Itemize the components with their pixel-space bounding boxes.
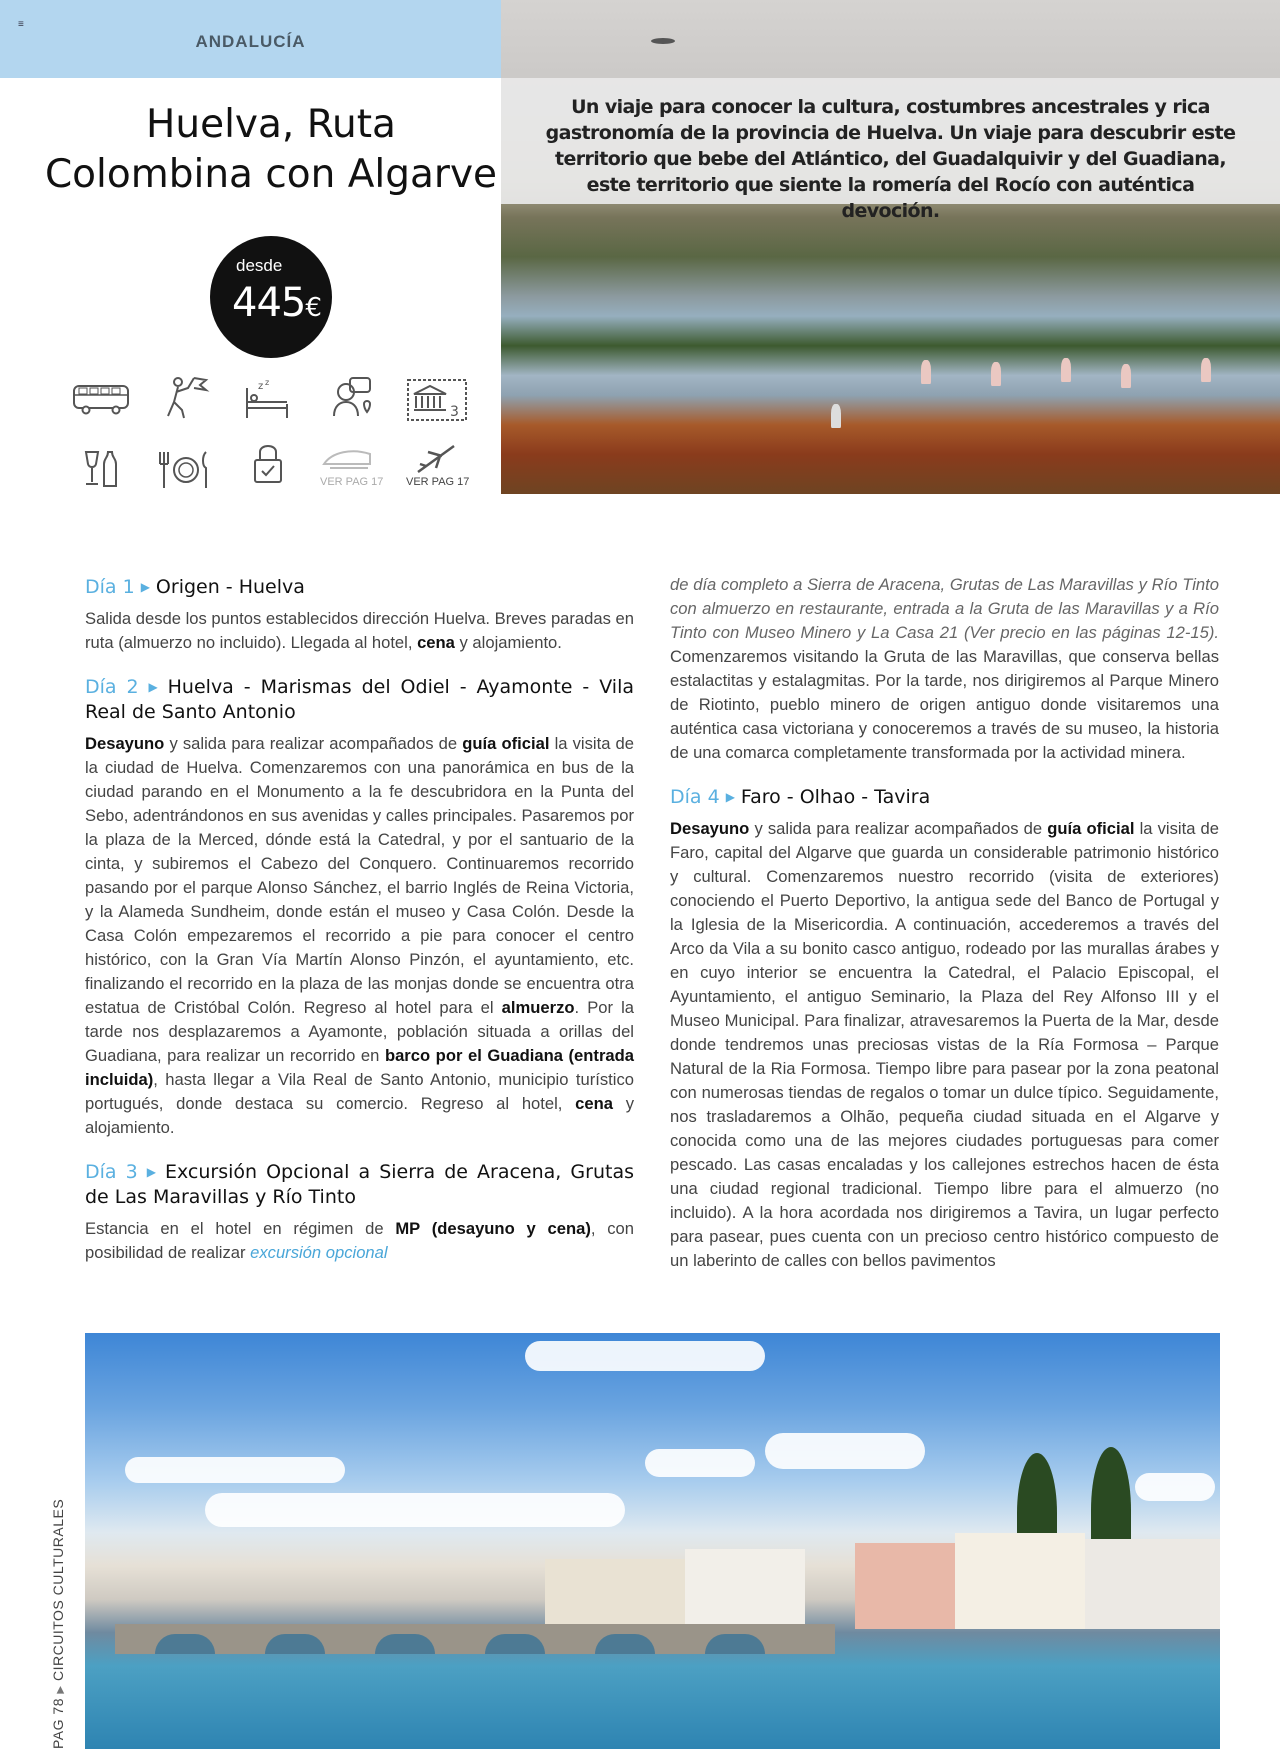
menu-icon: ≡ <box>18 19 24 30</box>
train-caption: VER PAG 17 <box>320 476 384 488</box>
intro-text: Un viaje para conocer la cultura, costumbres ancestrales y rica gastronomía de la provincia de Huelva. Un viaje para descubrir este territorio que bebe del Atlántico, del Guadalquivir y del Guadiana, este territorio que siente la romería del Rocío con auténtica devoción. <box>545 96 1236 222</box>
building <box>1085 1539 1220 1629</box>
section-name: CIRCUITOS CULTURALES <box>50 1498 66 1682</box>
optional-excursion-link[interactable]: excursión opcional <box>250 1243 388 1262</box>
train-icon <box>322 446 372 470</box>
title-line-1: Huelva, Ruta <box>146 102 396 147</box>
day-1-text: Salida desde los puntos establecidos dirección Huelva. Breves paradas en ruta (almuerzo no incluido). Llegada al hotel, cena y alojamiento. <box>85 609 634 652</box>
price-amount: 445 <box>232 280 306 326</box>
hotel-bed-icon <box>244 378 290 420</box>
bridge-arch <box>705 1634 765 1654</box>
guide-icon <box>162 374 210 422</box>
triangle-icon: ▶ <box>55 1685 66 1694</box>
flamingo <box>1201 358 1211 382</box>
day-2-number: Día 2 <box>85 676 139 698</box>
day-1-heading <box>85 575 634 600</box>
bridge-arch <box>375 1634 435 1654</box>
day-4-title: Faro - Olhao - Tavira <box>740 786 931 808</box>
region-label: ANDALUCÍA <box>195 32 306 51</box>
cloud <box>645 1449 755 1477</box>
day-4-text: Desayuno y salida para realizar acompañados de guía oficial la visita de Faro, capital del Algarve que guarda un considerable patrimonio histórico y cultural. Comenzaremos nuestro recorrido (visita de exteriores) conociendo el Puerto Deportivo, la antigua sede del Banco de Portugal y la Iglesia de la Misericordia. A continuación, accederemos a través del Arco da Vila a su bonito casco antiguo, rodeado por las murallas árabes y en cuyo interior se encuentra la Catedral, el Palacio Episcopal, el Ayuntamiento, el antiguo Seminario, la Plaza del Rey Alfonso III y el Museo Municipal. Para finalizar, atravesaremos la Puerta de la Mar, desde donde tendremos unas preciosas vistas de la Ría Formosa – Parque Natural de la Ria Formosa. Tiempo libre para pasear por la zona peatonal con numerosas tiendas de regalos o tomar un dulce típico. Seguidamente, nos trasladaremos a Olhão, pequeña ciudad situada en el Algarve y conocida como una de las mejores ciudades portuguesas para comer pescado. Las casas encaladas y los callejones estrechos hacen de ésta una ciudad regional tradicional. Tiempo libre para el almuerzo (no incluido). A la hora acordada nos dirigiremos a Tavira, un lugar perfecto para pasear, pues cuenta con un precioso centro histórico compuesto de un laberinto de calles con bellos pavimentos <box>670 819 1220 1270</box>
bridge-arch <box>595 1634 655 1654</box>
day-3-heading <box>85 1160 634 1210</box>
title-line-2: Colombina con Algarve <box>44 152 498 197</box>
bridge-arch <box>265 1634 325 1654</box>
page-number: PAG 78 <box>50 1698 66 1749</box>
day-2-title: Huelva - Marismas del Odiel - Ayamonte - Vila Real de Santo Antonio <box>85 676 634 723</box>
ticket-number: 3 <box>450 404 459 420</box>
bridge-arch <box>155 1634 215 1654</box>
roman-bridge <box>115 1624 835 1654</box>
day-3-text-start: Estancia en el hotel en régimen de MP (desayuno y cena), con posibilidad de realizar excursión opcional <box>85 1219 634 1262</box>
building <box>955 1533 1085 1629</box>
cloud <box>765 1433 925 1469</box>
wine-icon <box>82 448 118 488</box>
day-3-number: Día 3 <box>85 1161 138 1183</box>
day-2 <box>85 675 634 1140</box>
day-3-continued <box>670 573 1219 765</box>
arrow-icon: ▶ <box>725 790 735 804</box>
arrow-icon: ▶ <box>140 580 150 594</box>
bus-icon <box>72 383 130 415</box>
day-3-text-end: de día completo a Sierra de Aracena, Grutas de Las Maravillas y Río Tinto con almuerzo en restaurante, entrada a la Gruta de las Maravillas y a Río Tinto con Museo Minero y La Casa 21 (Ver precio en las páginas 12-15). Comenzaremos visitando la Gruta de las Maravillas, que conserva bellas estalactitas y estalagmitas. Por la tarde, nos dirigiremos al Parque Minero de Riotinto, pueblo minero de origen antiguo donde visitaremos una auténtica casa victoriana y conoceremos a través de su museo, la historia de una comarca completamente transformada por la actividad minera. <box>670 575 1219 762</box>
bridge-arch <box>485 1634 545 1654</box>
page-title <box>40 100 502 200</box>
wetlands-photo <box>501 0 1280 494</box>
insurance-lock-icon <box>252 442 284 484</box>
flamingo <box>1061 358 1071 382</box>
flamingo <box>1121 364 1131 388</box>
day-4 <box>670 785 1219 1273</box>
cloud <box>205 1493 625 1527</box>
local-guide-icon <box>326 376 374 424</box>
cloud <box>1135 1473 1215 1501</box>
day-1-title: Origen - Huelva <box>155 576 305 598</box>
arrow-icon: ▶ <box>143 1165 159 1179</box>
arrow-icon: ▶ <box>144 680 162 694</box>
building <box>545 1559 685 1629</box>
cloud <box>525 1341 765 1371</box>
price-badge <box>210 236 332 358</box>
plane-caption: VER PAG 17 <box>406 476 470 488</box>
price-currency: € <box>305 293 321 323</box>
tavira-photo <box>85 1333 1220 1749</box>
meal-icon <box>156 450 212 490</box>
right-column <box>670 573 1219 1293</box>
flamingo <box>921 360 931 384</box>
cloud <box>125 1457 345 1483</box>
flamingo <box>991 362 1001 386</box>
museum-ticket-icon <box>406 376 468 424</box>
day-2-heading <box>85 675 634 725</box>
side-section-label <box>50 1499 66 1749</box>
building <box>685 1549 805 1629</box>
day-4-heading <box>670 785 1219 810</box>
stork <box>831 404 841 428</box>
svg-text:z: z <box>258 381 264 392</box>
day-3-title: Excursión Opcional a Sierra de Aracena, Grutas de Las Maravillas y Río Tinto <box>85 1161 634 1208</box>
price-from-label: desde <box>236 256 283 275</box>
price-value <box>232 280 321 326</box>
left-column <box>85 575 634 1285</box>
building <box>855 1543 955 1629</box>
day-4-number: Día 4 <box>670 786 720 808</box>
svg-text:z: z <box>265 378 270 387</box>
plane-icon <box>414 442 458 476</box>
day-1-number: Día 1 <box>85 576 135 598</box>
day-3 <box>85 1160 634 1265</box>
intro-band <box>501 78 1280 222</box>
region-header <box>0 0 501 78</box>
day-1 <box>85 575 634 655</box>
flying-bird <box>651 38 675 44</box>
day-2-text: Desayuno y salida para realizar acompañados de guía oficial la visita de la ciudad de Huelva. Comenzaremos con una panorámica en bus de la ciudad parando en el Monumento a la fe descubridora en la Punta del Sebo, adentrándonos en sus avenidas y calles principales. Pasaremos por la plaza de la Merced, dónde está la Catedral, y por el santuario de la cinta, y subiremos el Cabezo del Conquero. Continuaremos recorrido pasando por el parque Alonso Sánchez, el barrio Inglés de Reina Victoria, y la Alameda Sundheim, donde están el museo y Casa Colón. Desde la Casa Colón empezaremos el recorrido a pie para conocer el centro histórico, con la Gran Vía Martín Alonso Pinzón, el ayuntamiento, etc. finalizando el recorrido en la plaza de las monjas donde se encuentra otra estatua de Cristóbal Colón. Regreso al hotel para el almuerzo. Por la tarde nos desplazaremos a Ayamonte, población situada a orillas del Guadiana, para realizar un recorrido en barco por el Guadiana (entrada incluida), hasta llegar a Vila Real de Santo Antonio, municipio turístico portugués, donde destaca su comercio. Regreso al hotel, cena y alojamiento. <box>85 734 635 1137</box>
